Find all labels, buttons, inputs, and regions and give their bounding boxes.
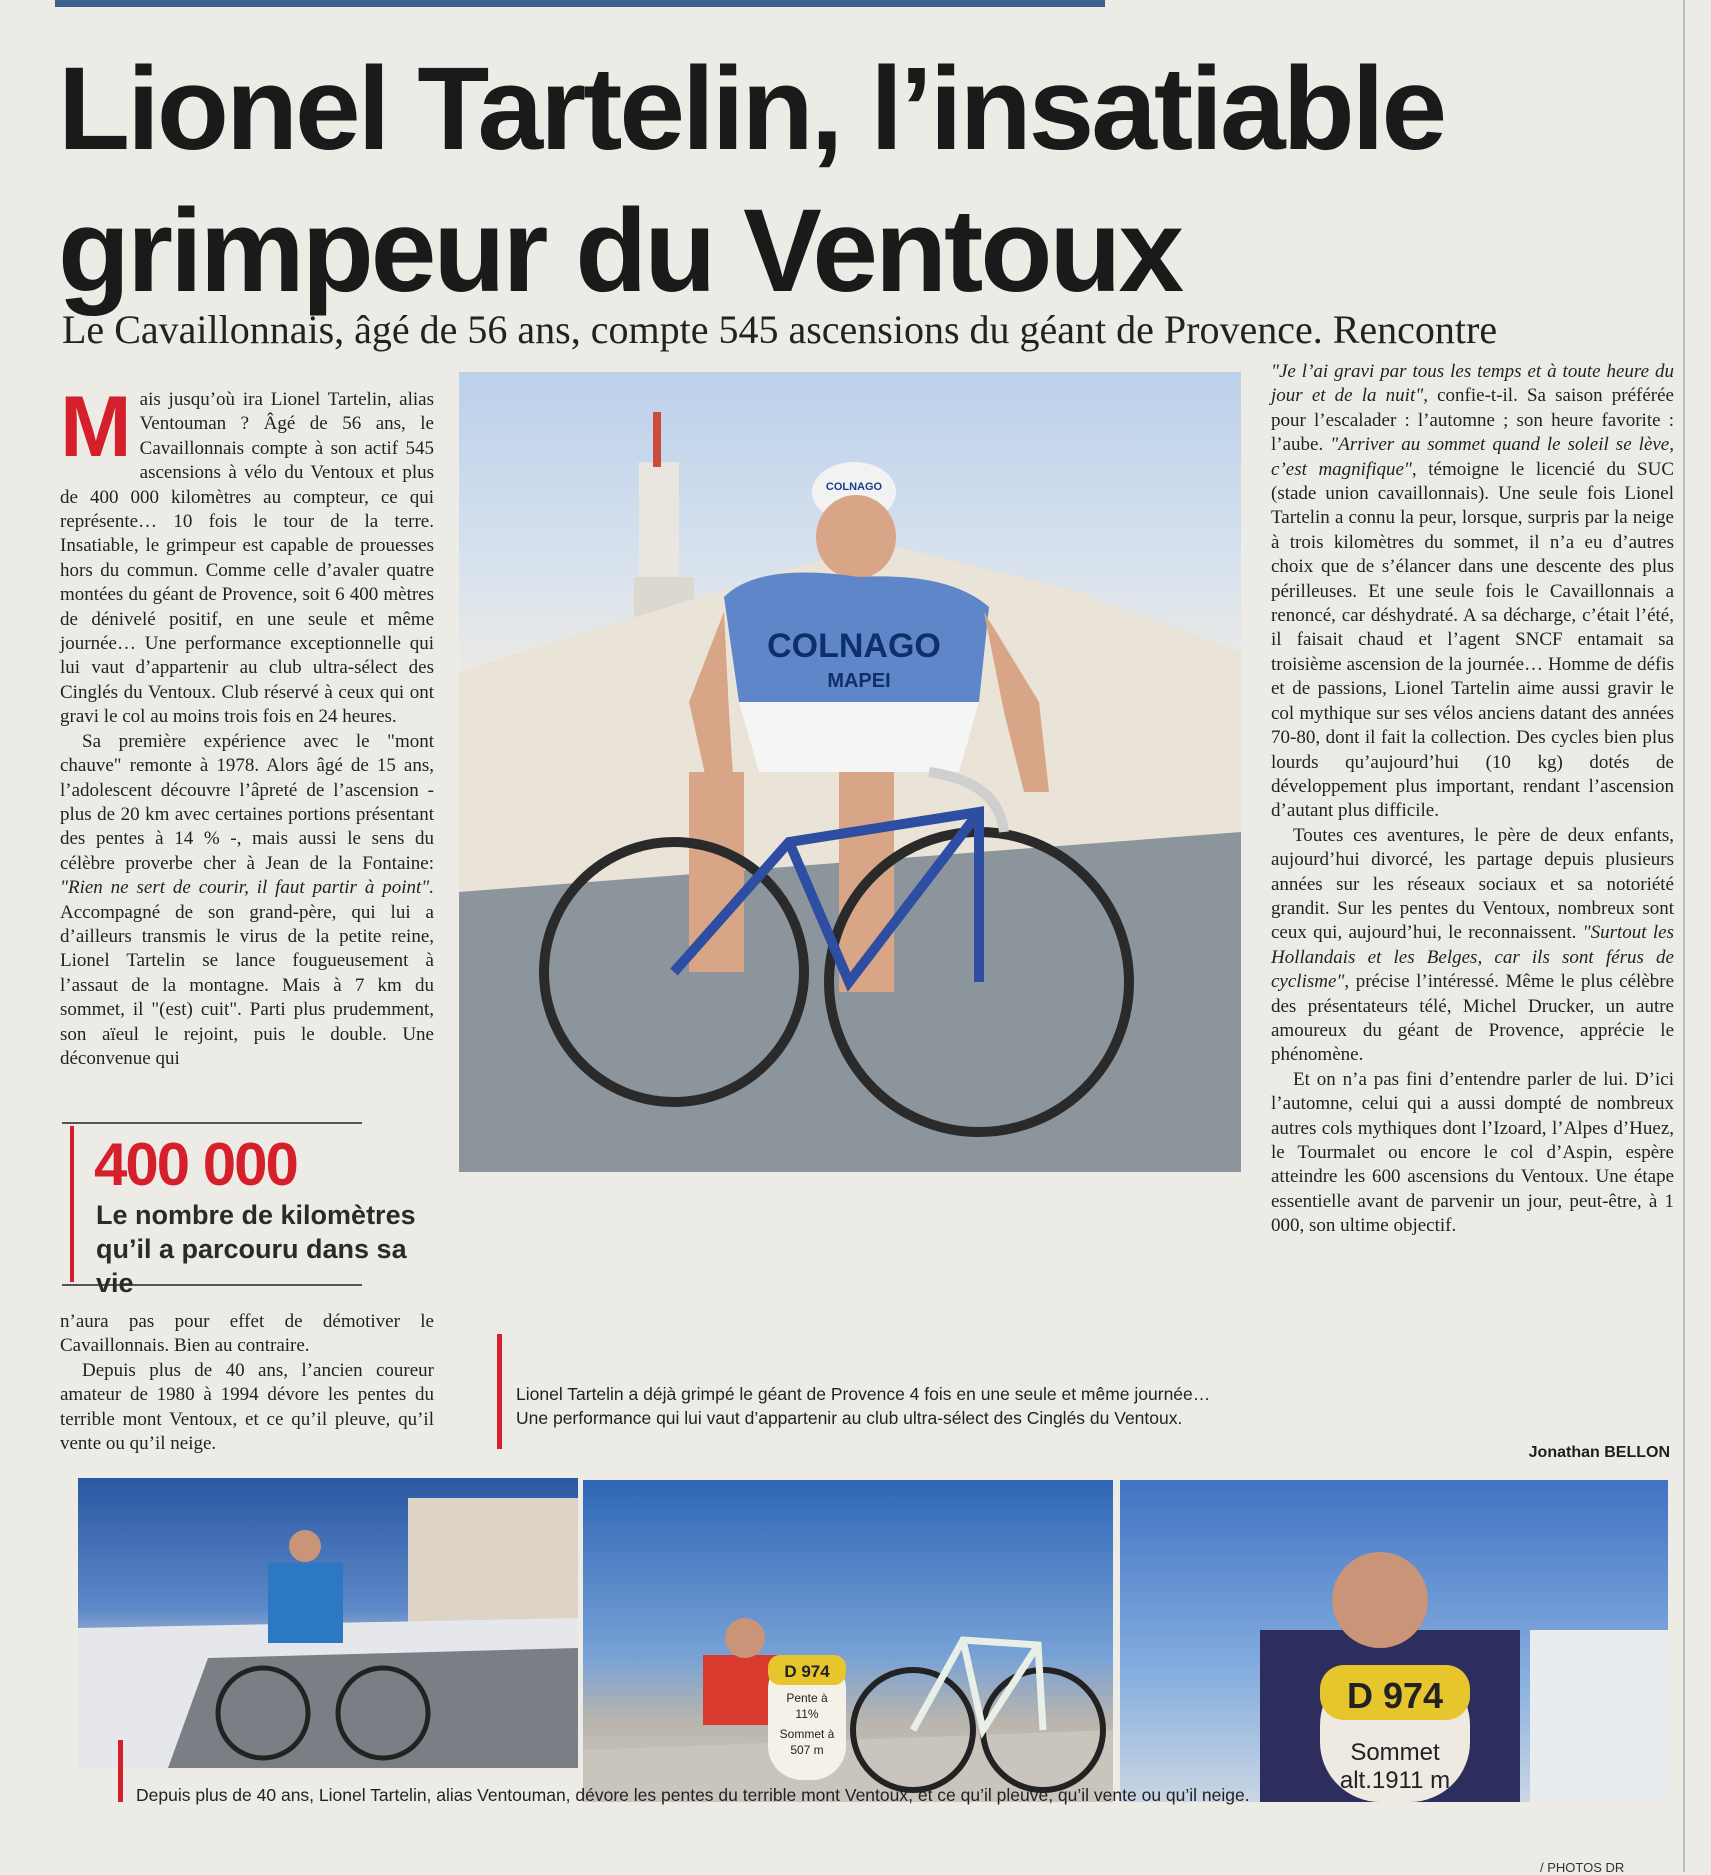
article-headline [58,38,1458,322]
sign-summit-distance: 507 m [790,1743,824,1757]
summit-label: Sommet [1350,1739,1440,1766]
sign-road-number: D 974 [784,1662,830,1681]
jersey-sponsor-text: MAPEI [827,670,891,692]
paragraph-objective: Et on n’a pas fini d’entendre parler de lui. D’ici l’automne, celui qui a aussi dompté de nombreux autres cols mythiques dont l’Izoard, l’Alpes d’Huez, le Tourmalet ou encore le col d’Aspin, espère atteindre les 600 ascensions du Ventoux. Une étape essentielle avant de parvenir un jour, peut-être, à 1 000, son ultime objectif. [1271,1068,1674,1237]
sign-slope-label: Pente à [786,1691,828,1705]
byline: Jonathan BELLON [1528,1444,1670,1461]
text-span: Sa première expérience avec le "mont chauve" remonte à 1978. Alors âgé de 15 ans, l’adolescent découvre l’âpreté de l’ascension - plus de 20 km avec certaines portions présentant des pentes à 14 % -, mais aussi le sens du célèbre proverbe cher à Jean de la Fontaine: [60,730,434,874]
bottom-photo-2 [583,1480,1113,1802]
text-span: , précise l’intéressé. Même le plus célèbre des présentateurs télé, Michel Drucker, un autre amoureux du géant de Provence, apprécie le phénomène. [1271,971,1674,1066]
paragraph-first-experience [60,730,434,1072]
bottom-photo-2-illustration [583,1480,1113,1802]
text-span: , confie-t-il. Sa saison préférée pour l’escalader : l’automne ; son heure favorite : l’aube. [1271,385,1674,456]
sign-slope-value: 11% [795,1707,819,1721]
bottom-photo-1-illustration [78,1478,578,1768]
stat-line-1: Le nombre de kilomètres [96,1200,416,1230]
stat-line-2: qu’il a parcouru dans sa vie [96,1234,407,1298]
bottom-photo-3 [1120,1480,1668,1802]
bike-frame [913,1640,1043,1730]
paragraph-intro [60,379,434,730]
bottom-photos-caption: Depuis plus de 40 ans, Lionel Tartelin, alias Ventouman, dévore les pentes du terrible mont Ventoux, et ce qu’il pleuve, qu’il vente ou qu’il neige. [136,1785,1250,1805]
column-3 [1271,360,1674,1239]
text-span: Toutes ces aventures, le père de deux enfants, aujourd’hui divorcé, les partage depuis plusieurs années sur les réseaux sociaux et sa notoriété grandit. Sur les pentes du Ventoux, nombreux sont ceux qui, aujourd’hui, le reconnaissent. [1271,824,1674,944]
jersey-brand-text: COLNAGO [767,627,941,665]
paragraph-quotes [1271,360,1674,824]
bottom-photo-1 [78,1478,578,1768]
article-subhead: Le Cavaillonnais, âgé de 56 ans, compte 545 ascensions du géant de Provence. Rencontre [62,307,1498,352]
tower [639,462,679,582]
quote-dutch-belgians: "Surtout les Hollandais et les Belges, car ils sont férus de cyclisme" [1271,922,1674,993]
photo-credit: / PHOTOS DR [1540,1860,1625,1875]
stat-number: 400 000 [94,1131,297,1198]
main-photo [459,372,1241,1172]
drop-cap: M [60,379,132,475]
text-span: Accompagné de son grand-père, qui lui a d’ailleurs transmis le virus de la petite reine, Lionel Tartelin se lance fougueusement à l’assaut de la montagne. Mais à 7 km du sommet, il "(est) cuit". Parti plus prudemment, son aïeul le rejoint, puis le double. Une déconvenue qui [60,901,434,1069]
sign-summit-label: Sommet à [779,1727,835,1741]
headline-line-2: grimpeur du Ventoux [58,185,1182,317]
main-photo-caption: Lionel Tartelin a déjà grimpé le géant de Provence 4 fois en une seule et même journée… Une performance qui lui vaut d’appartenir au club ultra-sélect des Cinglés du Ventoux. [516,1384,1211,1428]
summit-road-number: D 974 [1346,1675,1444,1716]
rider-face [816,495,896,579]
cap-brand-text: COLNAGO [825,481,883,493]
rider-jersey [268,1563,343,1643]
paragraph-continuation: n’aura pas pour effet de démotiver le Cavaillonnais. Bien au contraire. [60,1311,434,1357]
main-caption-bar [497,1334,502,1449]
intro-text: ais jusqu’où ira Lionel Tartelin, alias Ventouman ? Âgé de 56 ans, le Cavaillonnais compte à son actif 545 ascensions à vélo du Ventoux et plus de 400 000 kilomètres au compteur, ce qui représente… 10 fois le tour de la terre. Insatiable, le grimpeur est capable de prouesses hors du commun. Comme celle d’avaler quatre montées du géant de Provence, soit 6 400 mètres de dénivelé positif, en une seule et même journée… Une performance exceptionnelle qui lui vaut d’appartenir au club ultra-sélect des Cinglés du Ventoux. Club réservé à ceux qui ont gravi le col au moins trois fois en 24 heures. [60,389,434,728]
bottom-photo-3-illustration [1120,1480,1668,1802]
paragraph-forty-years: Depuis plus de 40 ans, l’ancien coureur amateur de 1980 à 1994 dévore les pentes du terrible mont Ventoux, et ce qu’il pleuve, qu’il vente ou qu’il neige. [60,1359,434,1455]
tower-antenna [653,412,661,467]
quote-all-weather: "Je l’ai gravi par tous les temps et à toute heure du jour et de la nuit" [1271,361,1674,407]
bottom-caption-bar [118,1740,123,1802]
top-color-rule [55,0,1105,7]
summit-altitude: alt.1911 m [1339,1767,1451,1794]
column-1-bottom [60,1310,434,1456]
stat-description [96,1198,436,1300]
column-divider [1683,0,1685,1872]
column-1-top [60,379,434,1071]
headline-line-1: Lionel Tartelin, l’insatiable [58,43,1445,175]
quote-sunrise: "Arriver au sommet quand le soleil se lève, c’est magnifique" [1271,434,1674,480]
quote-proverb: "Rien ne sert de courir, il faut partir à point". [60,877,434,899]
main-photo-illustration [459,372,1241,1172]
paragraph-social [1271,824,1674,1068]
stat-accent-bar [70,1126,74,1282]
text-span: , témoigne le licencié du SUC (stade union cavaillonnais). Une seule fois Lionel Tartelin a connu la peur, lorsque, surpris par la neige à trois kilomètres du sommet, il n’a eu d’autres choix que de s’élancer dans une descente des plus périlleuses. Et une seule fois le Cavaillonnais a renoncé, car déshydraté. A sa décharge, c’était l’été, il faisait chaud et l’agent SNCF entamait sa troisième ascension de la journée… Homme de défis et de passions, Lionel Tartelin aime aussi gravir le col mythique sur ses vélos anciens datant des années 70-80, dont il fait la collection. Des cycles bien plus lourds qu’aujourd’hui (10 kg) dotés de développement plus important, rendant l’ascension d’autant plus difficile. [1271,458,1674,822]
